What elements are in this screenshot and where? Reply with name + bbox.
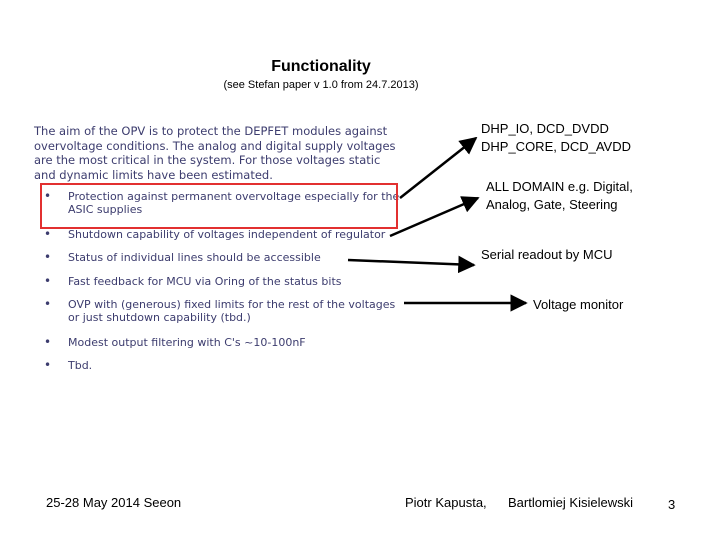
footer-author-2: Bartlomiej Kisielewski [508, 495, 633, 510]
bullet-dot-icon: • [44, 274, 52, 288]
footer-author-1: Piotr Kapusta, [405, 495, 487, 510]
bullet-dot-icon: • [44, 297, 52, 311]
arrow-to-dhp-supplies [400, 138, 476, 198]
bullet-dot-icon: • [44, 250, 52, 264]
footer-page-number: 3 [668, 497, 676, 512]
annotation-all-domain [486, 179, 633, 213]
annotation-line: DHP_CORE, DCD_AVDD [481, 139, 632, 154]
bullet-text: Protection against permanent overvoltage especially for the ASIC supplies [68, 190, 400, 216]
annotation-line: ALL DOMAIN e.g. Digital, [486, 179, 633, 194]
arrow-to-all-domain [390, 198, 478, 236]
bullet-text: OVP with (generous) fixed limits for the rest of the voltages or just shutdown capability (tbd.) [68, 298, 396, 324]
annotation-line: Analog, Gate, Steering [486, 197, 618, 212]
slide-subtitle: (see Stefan paper v 1.0 from 24.7.2013) [223, 79, 419, 91]
bullet-text: Status of individual lines should be accessible [68, 251, 321, 264]
bullet-text: Shutdown capability of voltages independent of regulator [68, 228, 386, 241]
bullet-dot-icon: • [44, 189, 52, 203]
bullet-dot-icon: • [44, 335, 52, 349]
annotation-dhp-supplies [481, 121, 631, 155]
arrow-to-serial-readout [348, 260, 474, 265]
bullet-dot-icon: • [44, 358, 52, 372]
bullet-text: Modest output filtering with C's ~10-100nF [68, 336, 306, 349]
annotation-voltage-monitor: Voltage monitor [533, 297, 624, 312]
annotation-serial-readout: Serial readout by MCU [481, 247, 613, 262]
bullet-text: Tbd. [68, 359, 93, 372]
slide-title: Functionality [271, 58, 371, 75]
annotation-line: DHP_IO, DCD_DVDD [481, 121, 609, 136]
bullet-dot-icon: • [44, 227, 52, 241]
footer-date: 25-28 May 2014 Seeon [46, 495, 182, 510]
bullet-text: Fast feedback for MCU via Oring of the status bits [68, 275, 342, 288]
intro-paragraph: The aim of the OPV is to protect the DEPFET modules against overvoltage conditions. The analog and digital supply voltages are the most critical in the system. For those voltages static and dynamic limits have been estimated. [34, 124, 396, 182]
